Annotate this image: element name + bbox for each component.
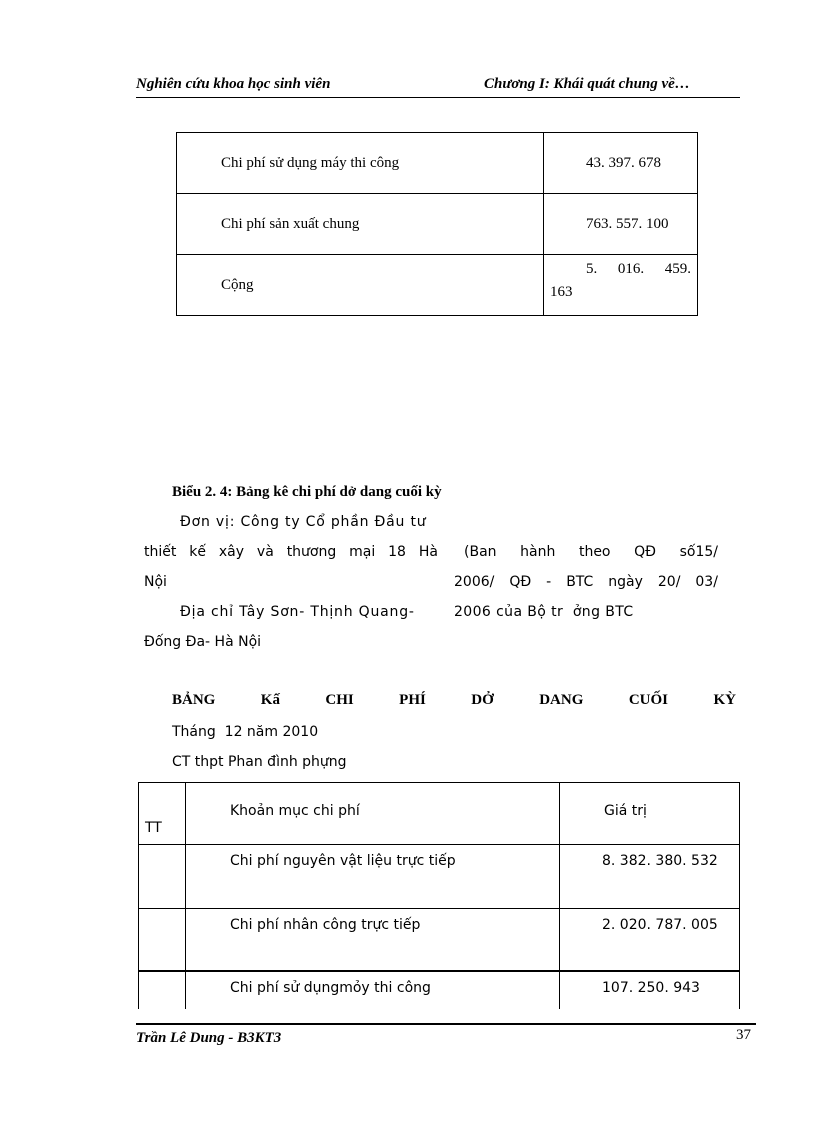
report-project: CT thpt Phan đình phựng [172, 754, 347, 770]
row-item: Chi phí sử dụngmỏy thi công [186, 971, 560, 1009]
header-tt: TT [139, 783, 186, 845]
row-label: Cộng [177, 255, 544, 316]
table-row [139, 845, 740, 909]
header-value: Giá trị [560, 783, 740, 845]
regulation-line: 2006 của Bộ tr ởng BTC [454, 604, 634, 620]
row-value: 2. 020. 787. 005 [560, 909, 740, 971]
address-line: Địa chỉ Tây Sơn- Thịnh Quang- [180, 604, 415, 620]
header-right-title: Chương I: Khái quát chung về… [484, 76, 690, 92]
regulation-line: (Ban hành theo QĐ số15/ [464, 544, 718, 560]
table-header-row [139, 783, 740, 845]
unit-line: thiết kế xây và thương mại 18 Hà [144, 544, 438, 560]
total-value: 5. 016. 459. 163 [544, 255, 698, 316]
footer-rule [136, 1023, 756, 1025]
cost-summary-table [176, 132, 698, 316]
header-rule [136, 97, 740, 98]
table-row [139, 971, 740, 1009]
unit-line: Đơn vị: Công ty Cổ phần Đầu tư [180, 514, 427, 530]
wip-cost-table [138, 782, 740, 1009]
table-row [177, 194, 698, 255]
report-title: BẢNG Kấ CHI PHÍ DỞ DANG CUỐI KỲ [172, 692, 736, 708]
table-row [177, 133, 698, 194]
row-value: 8. 382. 380. 532 [560, 845, 740, 909]
unit-line: Nội [144, 574, 167, 590]
row-label: Chi phí sử dụng máy thi công [177, 133, 544, 194]
section-title: Biểu 2. 4: Bảng kê chi phí dở dang cuối kỳ [172, 484, 442, 500]
table-row [177, 255, 698, 316]
page-number: 37 [736, 1027, 751, 1043]
row-item: Chi phí nhân công trực tiếp [186, 909, 560, 971]
footer-author: Trần Lê Dung - B3KT3 [136, 1030, 282, 1046]
header-left-title: Nghiên cứu khoa học sinh viên [136, 76, 331, 92]
row-label: Chi phí sản xuất chung [177, 194, 544, 255]
report-month: Tháng 12 năm 2010 [172, 724, 319, 740]
table-row [139, 909, 740, 971]
row-value: 43. 397. 678 [586, 154, 661, 171]
row-value: 107. 250. 943 [560, 971, 740, 1009]
regulation-line: 2006/ QĐ - BTC ngày 20/ 03/ [454, 574, 718, 590]
row-value: 763. 557. 100 [586, 215, 669, 232]
address-line: Đống Đa- Hà Nội [144, 634, 262, 650]
row-item: Chi phí nguyên vật liệu trực tiếp [186, 845, 560, 909]
header-item: Khoản mục chi phí [186, 783, 560, 845]
